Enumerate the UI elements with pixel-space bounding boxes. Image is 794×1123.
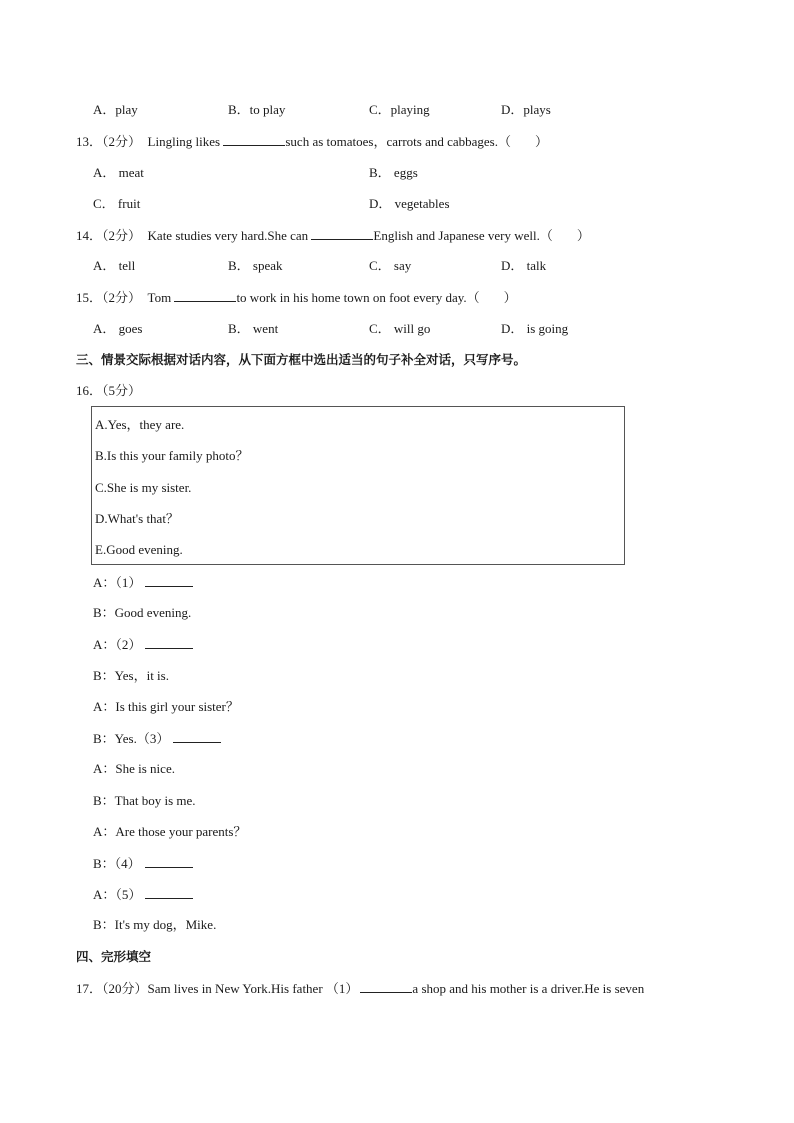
- answer-blank: [145, 636, 193, 649]
- q14-option-a: A． tell: [93, 258, 136, 273]
- q14-score: （2分）: [102, 228, 142, 243]
- q13-option-b: B． eggs: [369, 165, 418, 180]
- q12-option-b: B．to play: [228, 102, 286, 117]
- answer-blank: [145, 574, 193, 587]
- q12-option-a: A．play: [93, 102, 138, 117]
- q13-stem-before: Lingling likes: [147, 134, 224, 149]
- dialogue-line: [93, 855, 193, 872]
- q13-stem: [76, 133, 548, 150]
- q17-stem-after: a shop and his mother is a driver.He is seven: [412, 981, 645, 996]
- answer-blank: [145, 855, 193, 868]
- q13-option-d: D． vegetables: [369, 196, 450, 211]
- dialogue-text: B：Good evening.: [93, 605, 192, 620]
- dialogue-line: [93, 761, 175, 777]
- box-option-d: D.What's that？: [95, 511, 179, 526]
- q15-close-paren: ）: [503, 290, 517, 305]
- q13-option-c: C． fruit: [93, 196, 141, 211]
- q14-option-b: B． speak: [228, 258, 283, 273]
- option-box: [91, 406, 625, 565]
- q15-option-d: D． is going: [501, 321, 569, 336]
- answer-blank: [223, 133, 285, 146]
- q15-stem: [76, 289, 517, 306]
- q12-option-c: C．playing: [369, 102, 430, 117]
- q14-stem: [76, 227, 590, 244]
- dialogue-line: [93, 793, 196, 809]
- box-option-b: B.Is this your family photo？: [95, 448, 249, 463]
- dialogue-line: [93, 824, 246, 840]
- q14-number: 14．: [76, 228, 103, 243]
- q17-score: （20分）: [102, 981, 148, 996]
- answer-blank: [174, 289, 236, 302]
- dialogue-text: B：Yes.（3）: [93, 731, 170, 746]
- answer-blank: [173, 730, 221, 743]
- dialogue-line: [93, 886, 193, 903]
- box-option-a: A.Yes，they are.: [95, 417, 185, 432]
- dialogue-line: [93, 699, 239, 715]
- answer-blank: [145, 886, 193, 899]
- box-option-e: E.Good evening.: [95, 542, 183, 557]
- q14-stem-after: English and Japanese very well.（: [373, 228, 553, 243]
- section-heading-3: 三、情景交际根据对话内容，从下面方框中选出适当的句子补全对话，只写序号。: [76, 352, 527, 367]
- dialogue-line: [93, 917, 216, 933]
- answer-blank: [311, 227, 373, 240]
- q13-close-paren: ）: [535, 134, 549, 149]
- dialogue-text: A：Are those your parents？: [93, 824, 247, 839]
- dialogue-line: [93, 668, 169, 684]
- dialogue-text: A：Is this girl your sister？: [93, 699, 239, 714]
- dialogue-text: B：（4）: [93, 856, 141, 871]
- dialogue-line: [93, 730, 221, 747]
- dialogue-line: [93, 574, 193, 591]
- q14-option-d: D． talk: [501, 258, 547, 273]
- q16-number: 16．: [76, 383, 103, 398]
- q15-option-a: A． goes: [93, 321, 143, 336]
- dialogue-text: A：（5）: [93, 887, 142, 902]
- q14-stem-before: Kate studies very hard.She can: [147, 228, 312, 243]
- q17-stem-before: Sam lives in New York.His father （1）: [147, 981, 359, 996]
- q14-close-paren: ）: [576, 228, 590, 243]
- q12-option-d: D．plays: [501, 102, 551, 117]
- q13-number: 13．: [76, 134, 103, 149]
- q16-stem: [76, 383, 141, 399]
- q15-option-c: C． will go: [369, 321, 431, 336]
- q15-stem-before: Tom: [147, 290, 175, 305]
- dialogue-text: A：（1）: [93, 575, 142, 590]
- q14-option-c: C． say: [369, 258, 412, 273]
- dialogue-text: B：Yes，it is.: [93, 668, 169, 683]
- dialogue-line: [93, 605, 191, 621]
- q13-stem-after: such as tomatoes，carrots and cabbages.（: [285, 134, 511, 149]
- q15-option-b: B． went: [228, 321, 279, 336]
- q17-number: 17．: [76, 981, 103, 996]
- q17-stem: [76, 980, 644, 997]
- q15-stem-after: to work in his home town on foot every day.（: [236, 290, 480, 305]
- q15-score: （2分）: [102, 290, 142, 305]
- dialogue-text: B：That boy is me.: [93, 793, 196, 808]
- dialogue-text: A：She is nice.: [93, 761, 175, 776]
- q13-option-a: A． meat: [93, 165, 144, 180]
- dialogue-line: [93, 636, 193, 653]
- q16-score: （5分）: [102, 383, 142, 398]
- q13-score: （2分）: [102, 134, 142, 149]
- q15-number: 15．: [76, 290, 103, 305]
- dialogue-text: A：（2）: [93, 637, 142, 652]
- dialogue-text: B：It's my dog，Mike.: [93, 917, 217, 932]
- answer-blank: [360, 980, 412, 993]
- box-option-c: C.She is my sister.: [95, 480, 192, 495]
- section-heading-4: 四、完形填空: [76, 949, 152, 964]
